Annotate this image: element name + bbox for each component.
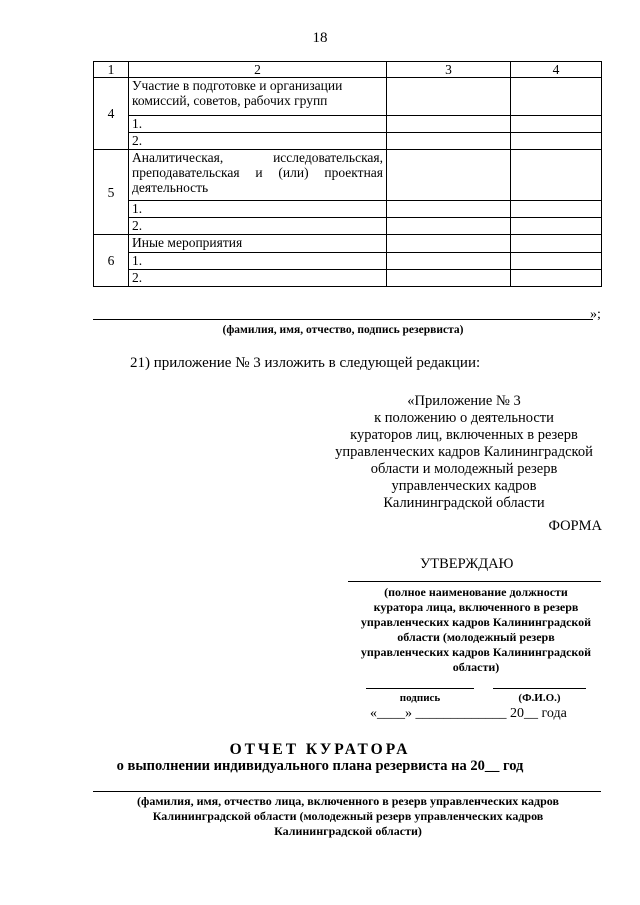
table-subrow [94, 116, 602, 133]
position-caption-line: куратора лица, включенного в резерв [373, 600, 579, 614]
signature-blank-line [366, 688, 474, 689]
empty-cell [511, 150, 602, 201]
subrow-label: 1. [129, 116, 387, 133]
empty-cell [511, 133, 602, 150]
table-subrow [94, 253, 602, 270]
name-caption-line: (фамилия, имя, отчество лица, включенного в резерв управленческих кадров [137, 794, 559, 808]
subrow-label: 2. [129, 218, 387, 235]
amendment-paragraph: 21) приложение № 3 изложить в следующей редакции: [130, 355, 481, 371]
fio-blank-line [493, 688, 586, 689]
empty-cell [387, 133, 511, 150]
form-label: ФОРМА [548, 518, 602, 534]
header-cell: 4 [511, 62, 602, 78]
signature-caption: (фамилия, имя, отчество, подпись резервиста) [222, 324, 464, 336]
position-caption-line: области) [452, 660, 500, 674]
page-number: 18 [312, 30, 328, 46]
report-title: ОТЧЕТ КУРАТОРА [229, 741, 411, 758]
empty-cell [387, 150, 511, 201]
position-caption [350, 585, 602, 675]
name-caption-line: Калининградской области) [274, 824, 422, 838]
date-line: «____» _____________ 20__ года [370, 706, 567, 721]
reservist-name-caption [118, 794, 578, 839]
empty-cell [511, 270, 602, 287]
subrow-label: 2. [129, 133, 387, 150]
row-number: 5 [94, 150, 129, 235]
signature-line [93, 305, 593, 320]
empty-cell [511, 253, 602, 270]
row-title [129, 150, 387, 201]
position-caption-line: управленческих кадров Калининградской [360, 645, 592, 659]
empty-cell [387, 270, 511, 287]
position-caption-line: области (молодежный резерв [397, 630, 555, 644]
appendix-line: Калининградской области [383, 495, 545, 511]
appendix-line: кураторов лиц, включенных в резерв [350, 427, 578, 443]
subrow-label: 1. [129, 201, 387, 218]
header-cell: 2 [129, 62, 387, 78]
empty-cell [511, 116, 602, 133]
empty-cell [511, 235, 602, 253]
subrow-label: 2. [129, 270, 387, 287]
empty-cell [511, 78, 602, 116]
appendix-line: к положению о деятельности [374, 410, 554, 426]
appendix-line: «Приложение № 3 [407, 393, 521, 409]
table-header-row [94, 62, 602, 78]
empty-cell [387, 78, 511, 116]
plan-table [93, 61, 602, 287]
signature-blank-caption: подпись [399, 692, 441, 704]
empty-cell [511, 218, 602, 235]
appendix-line: области и молодежный резерв [370, 461, 558, 477]
table-subrow [94, 218, 602, 235]
empty-cell [387, 116, 511, 133]
appendix-header [323, 393, 605, 512]
empty-cell [387, 218, 511, 235]
appendix-line: управленческих кадров Калининградской [335, 444, 593, 460]
empty-cell [511, 201, 602, 218]
row-number: 6 [94, 235, 129, 287]
header-cell: 1 [94, 62, 129, 78]
empty-cell [387, 235, 511, 253]
empty-cell [387, 201, 511, 218]
approve-label: УТВЕРЖДАЮ [420, 556, 514, 572]
table-row [94, 150, 602, 201]
table-row [94, 235, 602, 253]
table-row [94, 78, 602, 116]
table-subrow [94, 270, 602, 287]
position-caption-line: управленческих кадров Калининградской [360, 615, 592, 629]
row-title: Участие в подготовке и организации комиссий, советов, рабочих групп [129, 78, 387, 116]
appendix-line: управленческих кадров [391, 478, 537, 494]
table-subrow [94, 133, 602, 150]
row-title-text: Аналитическая, исследовательская, преподавательская и (или) проектная деятельность [132, 150, 383, 195]
row-number: 4 [94, 78, 129, 150]
fio-blank-caption: (Ф.И.О.) [518, 692, 561, 704]
position-caption-line: (полное наименование должности [384, 585, 568, 599]
row-title: Иные мероприятия [129, 235, 387, 253]
empty-cell [387, 253, 511, 270]
subrow-label: 1. [129, 253, 387, 270]
report-subtitle: о выполнении индивидуального плана резервиста на 20__ год [116, 758, 524, 774]
name-caption-line: Калининградской области (молодежный резерв управленческих кадров [152, 809, 544, 823]
signature-line-end: »; [590, 307, 601, 322]
header-cell: 3 [387, 62, 511, 78]
position-line [348, 581, 601, 582]
reservist-name-line [93, 791, 601, 792]
table-subrow [94, 201, 602, 218]
